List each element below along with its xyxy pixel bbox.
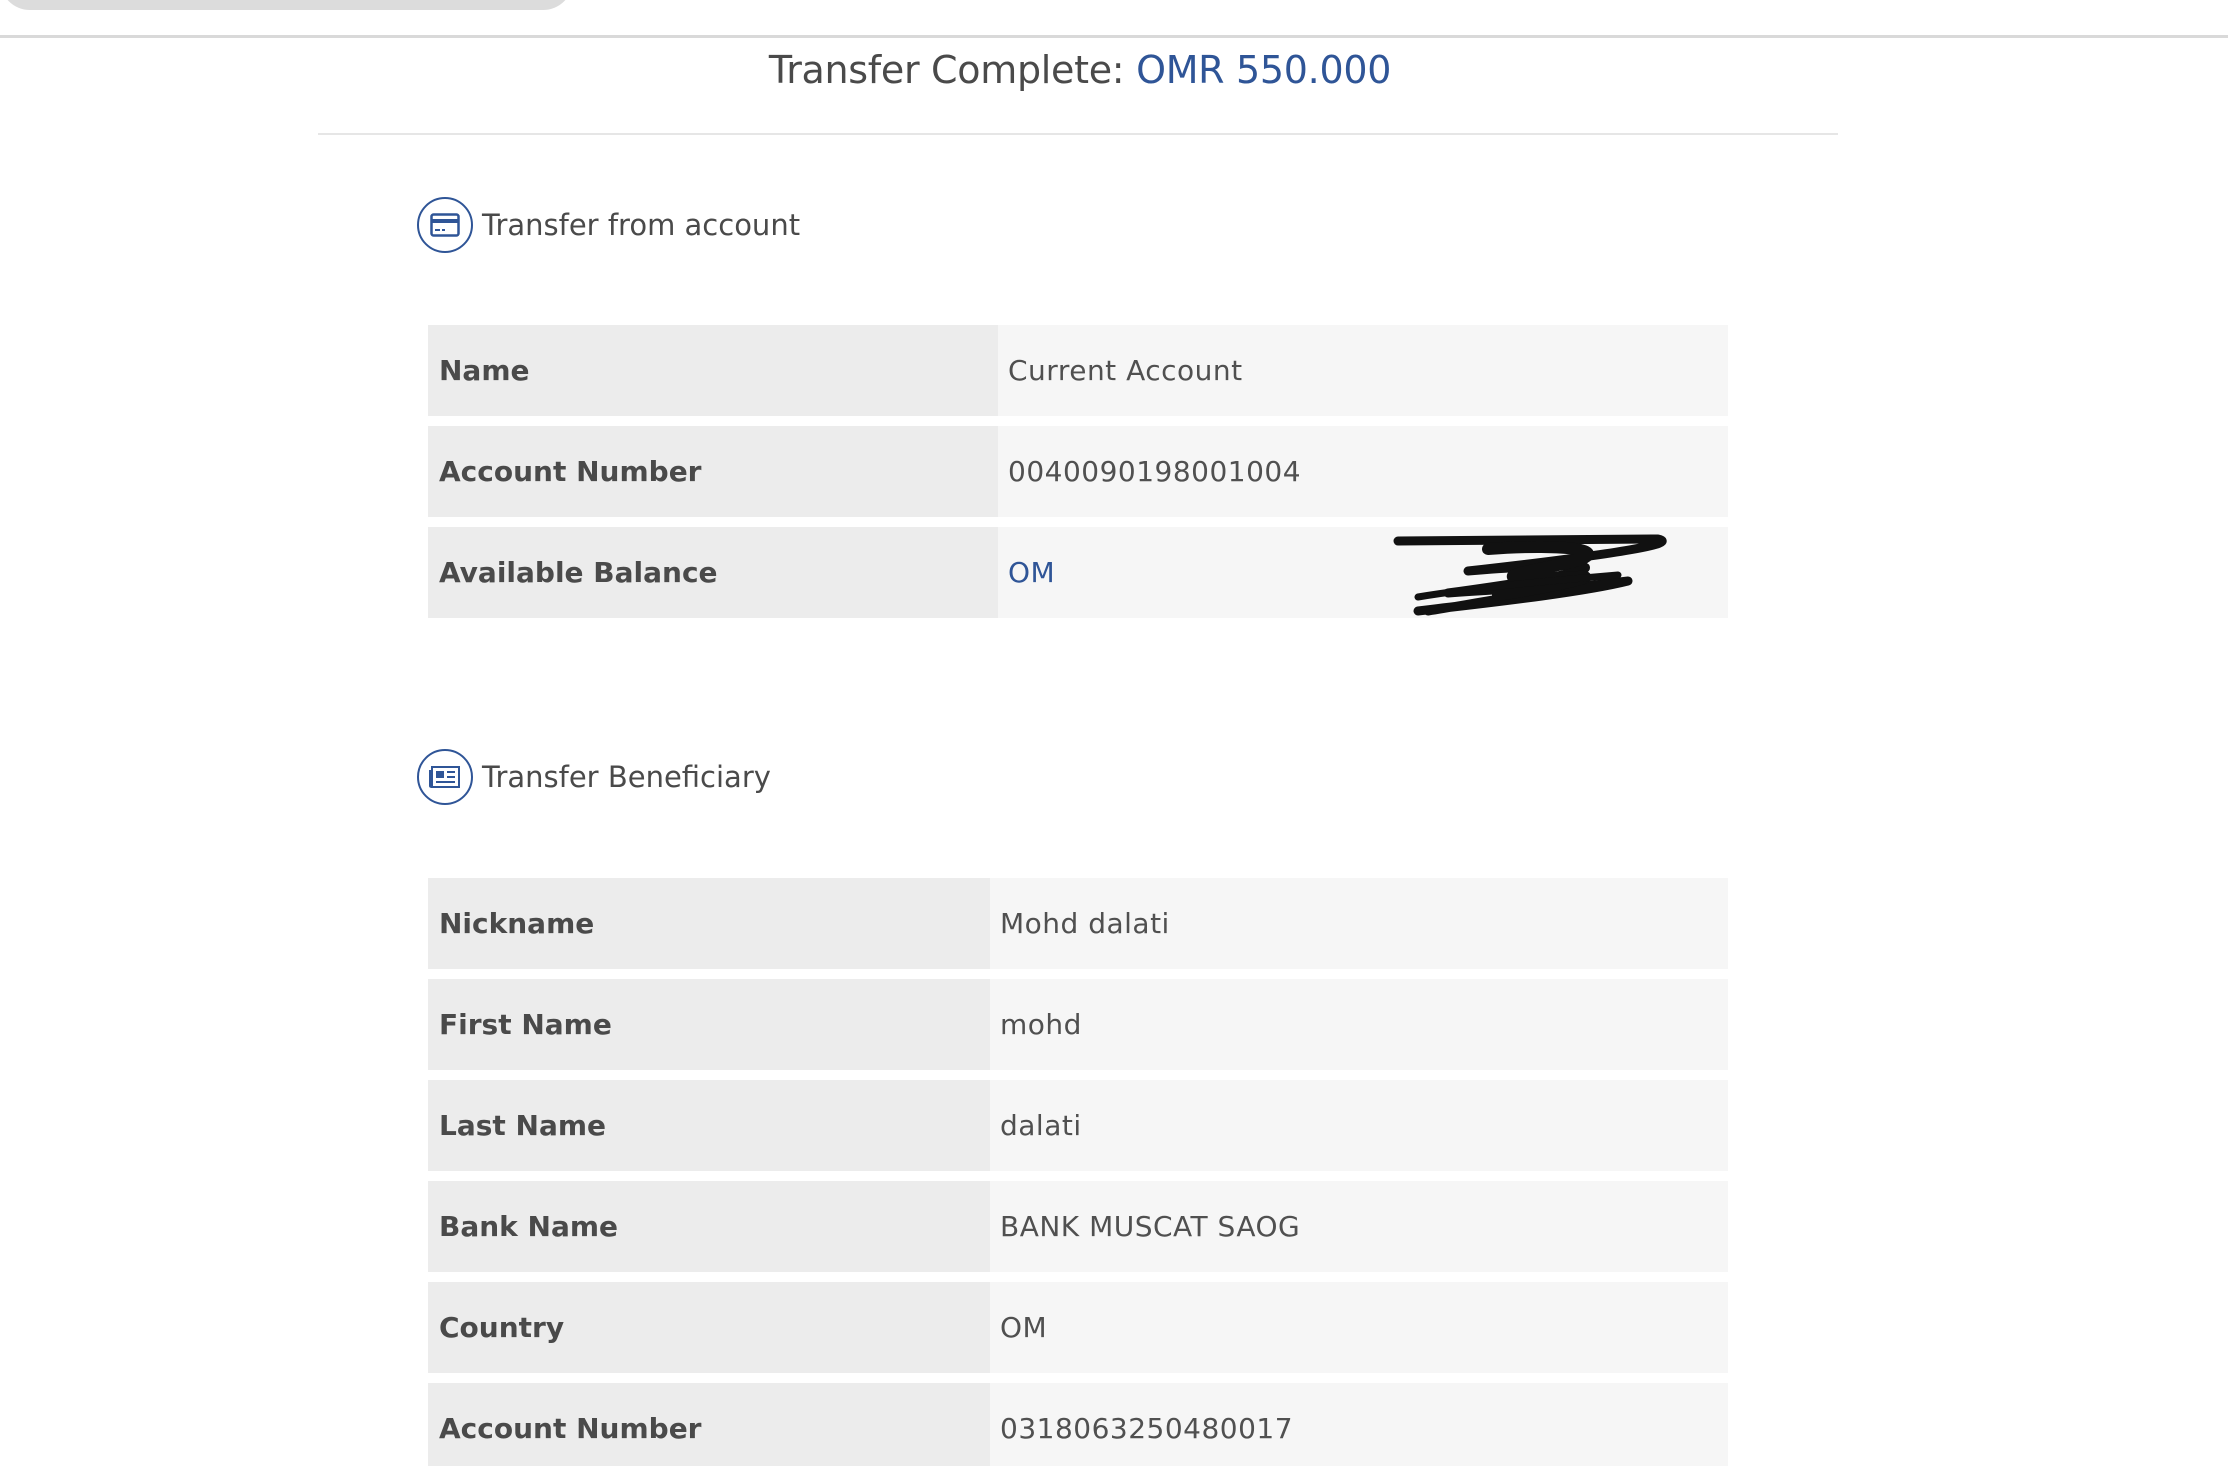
beneficiary-table <box>428 878 1728 1466</box>
table-row <box>428 1383 1728 1466</box>
transfer-amount: OMR 550.000 <box>1136 48 1392 92</box>
section-title-from-account: Transfer from account <box>482 208 801 242</box>
row-value: BANK MUSCAT SAOG <box>990 1181 1728 1272</box>
row-value <box>998 527 1728 618</box>
balance-partial-text: OM <box>1008 556 1056 589</box>
table-row <box>428 878 1728 969</box>
section-title-beneficiary: Transfer Beneficiary <box>482 760 771 794</box>
from-account-header <box>417 194 800 256</box>
top-bar <box>0 0 2228 38</box>
row-label: Available Balance <box>428 527 998 618</box>
row-label: Account Number <box>428 1383 990 1466</box>
credit-card-icon <box>417 197 473 253</box>
beneficiary-header <box>417 746 771 808</box>
newspaper-icon <box>417 749 473 805</box>
table-row <box>428 325 1728 416</box>
row-value: Mohd dalati <box>990 878 1728 969</box>
row-value: dalati <box>990 1080 1728 1171</box>
table-row <box>428 979 1728 1070</box>
table-row <box>428 426 1728 517</box>
row-value: mohd <box>990 979 1728 1070</box>
row-label: Last Name <box>428 1080 990 1171</box>
table-row <box>428 1080 1728 1171</box>
row-value: Current Account <box>998 325 1728 416</box>
title-divider <box>318 133 1838 135</box>
row-label: Nickname <box>428 878 990 969</box>
row-label: Name <box>428 325 998 416</box>
row-value: 0318063250480017 <box>990 1383 1728 1466</box>
row-label: Country <box>428 1282 990 1373</box>
from-account-table <box>428 325 1728 628</box>
title-prefix: Transfer Complete: <box>768 48 1125 92</box>
table-row <box>428 527 1728 618</box>
table-row <box>428 1181 1728 1272</box>
row-value: OM <box>990 1282 1728 1373</box>
row-label: Account Number <box>428 426 998 517</box>
table-row <box>428 1282 1728 1373</box>
address-bar-pill <box>0 0 573 10</box>
page-title <box>0 48 2160 92</box>
row-label: Bank Name <box>428 1181 990 1272</box>
row-label: First Name <box>428 979 990 1070</box>
row-value: 0040090198001004 <box>998 426 1728 517</box>
